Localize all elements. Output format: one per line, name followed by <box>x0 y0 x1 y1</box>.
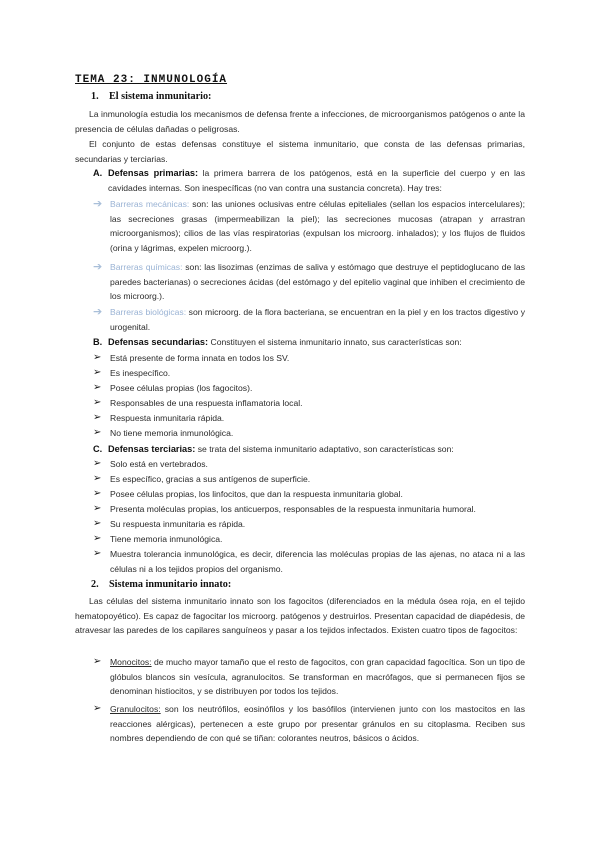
item-text: de mucho mayor tamaño que el resto de fagocitos, con gran capacidad fagocítica. Son un tipo de glóbulos blancos sin vesícula, agranulocitos. Se transforman en macrófagos, que si permanecen fijos se denominan histiocitos, y se distribuyen por todos los tejidos. <box>110 657 525 697</box>
bullet-icon: ➢ <box>93 503 102 514</box>
item-label: Barreras biológicas: <box>110 307 187 317</box>
list-item <box>93 305 525 334</box>
list-item <box>93 260 525 304</box>
list-item <box>93 366 525 381</box>
section-2-number: 2. <box>91 579 99 590</box>
section-1-title: El sistema inmunitario: <box>109 91 212 102</box>
list-item <box>93 197 525 256</box>
item-text: son los neutrófilos, eosinófilos y los basófilos (intervienen junto con los mastocitos en las reacciones alérgicas), pertenecen a este grupo por presentar gránulos en su citoplasma. Reciben sus nombres dependiendo de con qué se tiñan: colorantes neutros, básicos o ácidos. <box>110 704 525 744</box>
item-text: Respuesta inmunitaria rápida. <box>110 413 225 423</box>
item-text: Su respuesta inmunitaria es rápida. <box>110 519 246 529</box>
bullet-icon: ➢ <box>93 382 102 393</box>
bullet-icon: ➢ <box>93 427 102 438</box>
item-text: son: las uniones oclusivas entre células epiteliales (sellan los espacios intercelulares); las secreciones grasas (impermeabilizan la piel); las secreciones mucosas (atrapan y arrastran microorganismos); cilios de las vías respiratorias (expulsan los microorg. inhalados); y los flujos de fluidos (orina y lágrimas, expelen microorg.). <box>110 199 526 254</box>
item-label: Barreras químicas: <box>110 262 183 272</box>
item-text: Responsables de una respuesta inflamatoria local. <box>110 398 303 408</box>
subsection-b-text: Constituyen el sistema inmunitario innato, sus características son: <box>208 337 462 347</box>
section-1-heading <box>91 90 211 105</box>
subsection-b-letter: B. <box>93 337 103 347</box>
list-item <box>93 381 525 396</box>
arrow-icon: ➔ <box>93 198 103 210</box>
bullet-icon: ➢ <box>93 518 102 529</box>
bullet-icon: ➢ <box>93 656 102 667</box>
bullet-icon: ➢ <box>93 397 102 408</box>
section-2-title: Sistema inmunitario innato: <box>109 579 232 590</box>
list-item <box>93 655 525 699</box>
bullet-icon: ➢ <box>93 488 102 499</box>
item-text: Muestra tolerancia inmunológica, es decir, diferencia las moléculas propias de las ajenas, no ataca ni a las células ni a los tejidos propios del organismo. <box>110 549 525 574</box>
item-text: Posee células propias, los linfocitos, que dan la respuesta inmunitaria global. <box>110 489 403 499</box>
subsection-a <box>93 166 525 195</box>
list-item <box>93 532 525 547</box>
section-1-paragraph-1: La inmunología estudia los mecanismos de defensa frente a infecciones, de microorganismos patógenos o ante la presencia de células dañadas o peligrosas. <box>75 109 525 134</box>
subsection-b <box>93 335 525 350</box>
arrow-icon: ➔ <box>93 261 103 273</box>
bullet-icon: ➢ <box>93 548 102 559</box>
item-text: son microorg. de la flora bacteriana, se encuentran en la piel y en los tractos digestivo y urogenital. <box>110 307 525 332</box>
subsection-a-lead: Defensas primarias: <box>108 168 199 178</box>
page-title: TEMA 23: INMUNOLOGÍA <box>75 74 228 86</box>
bullet-icon: ➢ <box>93 533 102 544</box>
item-text: Tiene memoria inmunológica. <box>110 534 223 544</box>
item-text: son: las lisozimas (enzimas de saliva y estómago que destruye el peptidoglucano de las paredes bacterianas) o secreciones ácidas (del estómago y del epitelio vaginal que inhiben el crecimiento de los microorg.). <box>110 262 525 302</box>
subsection-c-letter: C. <box>93 444 103 454</box>
list-item <box>93 472 525 487</box>
list-item <box>93 502 525 517</box>
list-item <box>93 351 525 366</box>
subsection-a-text: la primera barrera de los patógenos, está en la superficie del cuerpo y en las cavidades internas. Son inespecíficas (no van contra una sustancia concreta). Hay tres: <box>108 168 525 193</box>
list-item <box>93 396 525 411</box>
list-item <box>93 426 525 441</box>
item-label: Granulocitos: <box>110 704 161 714</box>
bullet-icon: ➢ <box>93 458 102 469</box>
section-1-paragraph-2: El conjunto de estas defensas constituye el sistema inmunitario, que consta de las defensas primarias, secundarias y terciarias. <box>75 139 525 164</box>
subsection-c-lead: Defensas terciarias: <box>108 444 196 454</box>
item-text: Es inespecífico. <box>110 368 171 378</box>
list-item <box>93 487 525 502</box>
item-text: Es específico, gracias a sus antígenos de superficie. <box>110 474 311 484</box>
item-text: Presenta moléculas propias, los anticuerpos, responsables de la respuesta inmunitaria humoral. <box>110 504 476 514</box>
item-label: Monocitos: <box>110 657 152 667</box>
section-1-number: 1. <box>91 91 99 102</box>
item-text: No tiene memoria inmunológica. <box>110 428 234 438</box>
list-item <box>93 702 525 746</box>
section-2-paragraph: Las células del sistema inmunitario innato son los fagocitos (diferenciados en la médula ósea roja, en el tejido hematopoyético). Es capaz de fagocitar los microorg. patógenos y destruirlos. Presentan capacidad de diapédesis, de atravesar las paredes de los capilares sanguíneos y pasar a los tejidos infectados. Existen cuatro tipos de fagocitos: <box>75 596 525 636</box>
item-text: Está presente de forma innata en todos los SV. <box>110 353 290 363</box>
item-text: Posee células propias (los fagocitos). <box>110 383 253 393</box>
subsection-c <box>93 442 525 457</box>
subsection-b-lead: Defensas secundarias: <box>108 337 209 347</box>
list-item <box>93 547 525 576</box>
item-label: Barreras mecánicas: <box>110 199 190 209</box>
bullet-icon: ➢ <box>93 352 102 363</box>
list-item <box>93 457 525 472</box>
subsection-c-text: se trata del sistema inmunitario adaptativo, son características son: <box>195 444 454 454</box>
list-item <box>93 517 525 532</box>
section-2-heading <box>91 578 231 593</box>
bullet-icon: ➢ <box>93 367 102 378</box>
subsection-a-letter: A. <box>93 168 103 178</box>
arrow-icon: ➔ <box>93 306 103 318</box>
bullet-icon: ➢ <box>93 473 102 484</box>
list-item <box>93 411 525 426</box>
item-text: Solo está en vertebrados. <box>110 459 208 469</box>
bullet-icon: ➢ <box>93 703 102 714</box>
bullet-icon: ➢ <box>93 412 102 423</box>
